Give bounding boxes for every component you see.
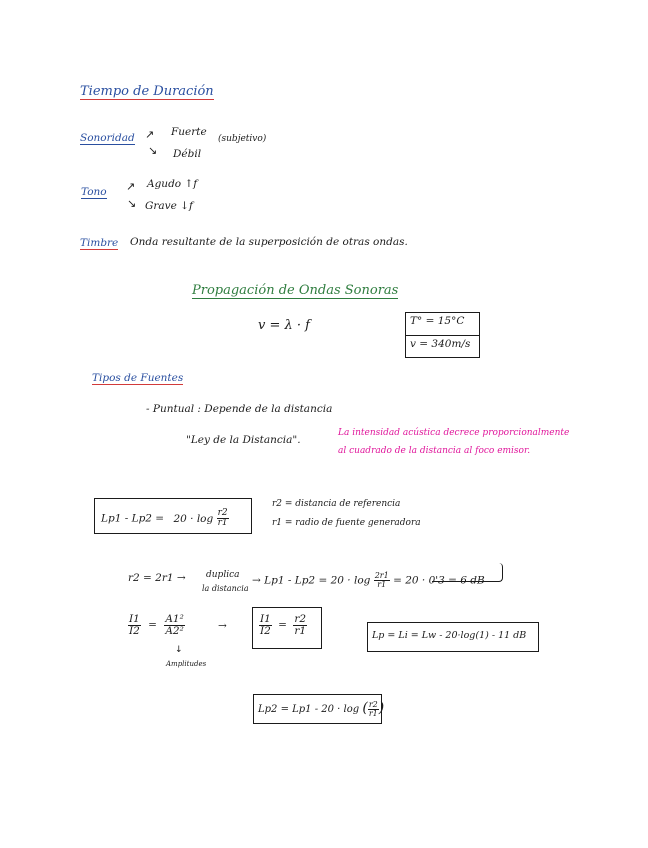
formula3-ratio — [128, 614, 185, 636]
box-radius-fraction — [293, 614, 307, 636]
formula1-fraction — [217, 509, 229, 528]
formula2-end: = 20 · 0'3 = 6 dB — [393, 574, 485, 587]
formula1-def-r2: r2 = distancia de referencia — [272, 499, 401, 509]
velocidad-text: v = 340m/s — [410, 338, 471, 350]
formula3-box-expression — [259, 614, 307, 636]
branch-arrow-down-icon: ↘ — [127, 197, 137, 210]
ley-description-line2: al cuadrado de la distancia al foco emisor. — [338, 446, 531, 456]
formula1-def-r1: r1 = radio de fuente generadora — [272, 518, 421, 528]
propagacion-formula: v = λ · f — [258, 318, 310, 333]
amplitudes-note: Amplitudes — [166, 660, 207, 668]
formula1-expression — [101, 509, 229, 528]
timbre-label: Timbre — [80, 237, 119, 249]
timbre-text: Onda resultante de la superposición de otras ondas. — [130, 236, 408, 248]
sonoridad-label: Sonoridad — [80, 132, 135, 144]
fuente-puntual: - Puntual : Depende de la distancia — [146, 403, 333, 415]
formula2-den: r1 — [377, 580, 387, 589]
tono-agudo: Agudo ↑f — [147, 178, 198, 190]
equals-sign: = — [278, 619, 287, 631]
tono-label: Tono — [81, 186, 107, 198]
formula1-num: r2 — [217, 508, 228, 518]
intensity-den: I2 — [129, 624, 140, 637]
box-radius-num: r2 — [294, 613, 307, 625]
formula3-lp-box — [367, 622, 539, 652]
propagacion-conditions-box — [405, 312, 480, 358]
formula4-den: r1 — [368, 709, 378, 718]
formula1-box — [94, 498, 252, 534]
sonoridad-debil: Débil — [173, 148, 202, 160]
branch-arrow-up-icon: ↗ — [145, 128, 155, 141]
heading-tipos-fuentes: Tipos de Fuentes — [92, 372, 184, 384]
formula4-expression — [258, 700, 384, 718]
box-intensity-fraction — [259, 614, 272, 636]
intensity-fraction — [128, 614, 141, 636]
formula2-num: 2r1 — [374, 571, 389, 580]
formula1-coef: 20 · log — [173, 512, 214, 525]
formula2-duplica: duplica — [206, 570, 240, 580]
formula3-box — [252, 607, 322, 649]
formula2-start: r2 = 2r1 → — [128, 572, 186, 584]
formula3-lp: Lp = Li = Lw - 20·log(1) - 11 dB — [372, 630, 527, 641]
amplitude-fraction — [164, 614, 184, 636]
formula4-fraction — [368, 701, 379, 718]
formula4-lhs: Lp2 = Lp1 - 20 · log — [258, 704, 360, 715]
temperatura-text: T° = 15°C — [410, 315, 465, 327]
branch-arrow-up-icon: ↗ — [126, 180, 136, 193]
tono-grave: Grave ↓f — [145, 200, 193, 212]
formula2-fraction — [374, 572, 390, 589]
formula4-box — [253, 694, 385, 724]
amplitude-num: A1² — [165, 613, 184, 625]
paren-close: ) — [378, 700, 385, 716]
ley-description-line1: La intensidad acústica decrece proporcionalmente — [338, 428, 570, 438]
formula1-den: r1 — [217, 518, 228, 528]
intensity-num: I1 — [129, 613, 140, 625]
formula4-num: r2 — [368, 700, 378, 709]
heading-tiempo-duracion: Tiempo de Duración — [80, 84, 214, 99]
formula2-mid-text: → Lp1 - Lp2 = 20 · log — [252, 574, 371, 587]
heading-propagacion: Propagación de Ondas Sonoras — [192, 283, 399, 298]
box-intensity-den: I2 — [260, 624, 271, 637]
down-arrow-icon: ↓ — [175, 645, 183, 655]
sonoridad-fuerte: Fuerte — [171, 126, 207, 138]
ley-distancia: "Ley de la Distancia". — [186, 434, 301, 446]
equals-sign: = — [148, 619, 157, 631]
formula3-arrow: → — [218, 620, 227, 632]
formula1-lhs: Lp1 - Lp2 = — [101, 512, 165, 525]
box-radius-den: r1 — [294, 624, 307, 637]
sonoridad-note: (subjetivo) — [218, 134, 267, 144]
amplitude-den: A2² — [165, 624, 184, 637]
result-bracket — [432, 563, 503, 582]
box-intensity-num: I1 — [260, 613, 271, 625]
paren-open: ( — [362, 700, 368, 716]
formula2-distancia: la distancia — [202, 584, 249, 593]
branch-arrow-down-icon: ↘ — [148, 144, 158, 157]
